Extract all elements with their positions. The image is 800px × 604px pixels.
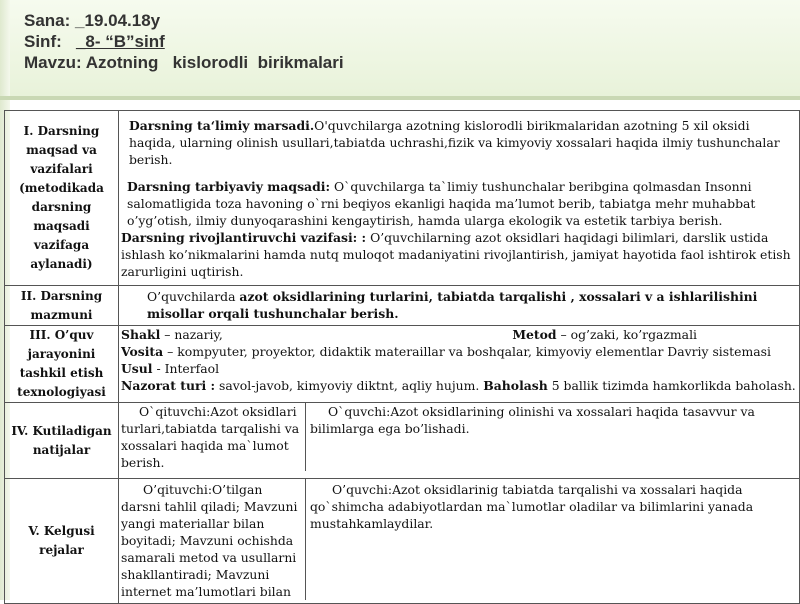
nazorat-text: savol-javob, kimyoviy diktnt, aqliy hujum. bbox=[215, 378, 484, 393]
development-goal-title: Darsning rivojlantiruvchi vazifasi: : bbox=[121, 230, 367, 245]
metod-text: – og’zaki, ko’rgazmali bbox=[556, 327, 697, 342]
content-lead: O’quvchilarda bbox=[147, 289, 240, 304]
results-student-text: O`quvchi:Azot oksidlarining olinishi va xossalari haqida tasavvur va bilimlarga ega bo’lishadi. bbox=[310, 404, 755, 436]
class-label: Sinf: bbox=[24, 32, 62, 51]
edu-goal-text: O'quvchilarga azotning kislorodli birikmalaridan azotning 5 xil oksidi haqida, ularning olinish usullari,tabiatda uchrashi,fizik va kimyoviy xossalari haqida ilmiy tushunchalar berish. bbox=[129, 118, 780, 167]
table-row bbox=[5, 286, 800, 326]
shakl-metod-line bbox=[121, 326, 797, 343]
edu-goal bbox=[121, 117, 797, 168]
date-line bbox=[24, 10, 344, 31]
row-label-plans: V. Kelgusi rejalar bbox=[5, 479, 119, 604]
table-row bbox=[5, 326, 800, 403]
metod-item bbox=[512, 326, 697, 343]
row-label-content: II. Darsning mazmuni bbox=[5, 286, 119, 326]
baholash-text: 5 ballik tizimda hamkorlikda baholash. bbox=[547, 378, 796, 393]
usul-text: - Interfaol bbox=[152, 361, 220, 376]
plans-teacher-text: O’qituvchi:O’tilgan darsni tahlil qiladi; Mavzuni yangi materiallar bilan boyitadi; Mavzuni ochishda samarali metod va usullarni shakllantiradi; Mavzuni internet ma’lumotlari bilan bbox=[121, 482, 298, 599]
class-line bbox=[24, 31, 344, 52]
usul-title: Usul bbox=[121, 361, 153, 376]
upbringing-goal-title: Darsning tarbiyaviy maqsadi: bbox=[127, 179, 331, 194]
content-cell bbox=[119, 286, 800, 326]
table-row bbox=[5, 403, 800, 479]
development-goal-text: O’quvchilarning azot oksidlari haqidagi bilimlari, darslik ustida ishlash ko’nikmalarini hamda nutq muloqot madaniyatini rivojlantirish, jamiyat hayotida faol ishtirok etish zarurligini uqtirish. bbox=[121, 230, 791, 279]
upbringing-goal bbox=[121, 178, 797, 229]
results-teacher-text: O`qituvchi:Azot oksidlari turlari,tabiatda tarqalishi va xossalari haqida ma`lumot berish. bbox=[121, 404, 300, 470]
content-bold: azot oksidlarining turlarini, tabiatda tarqalishi , xossalari v a ishlarilishini misollar orqali tushunchalar berish. bbox=[147, 289, 758, 321]
edu-goal-title: Darsning ta‘limiy marsadi. bbox=[129, 118, 315, 133]
results-cell bbox=[119, 403, 800, 479]
nazorat-title: Nazorat turi : bbox=[121, 378, 216, 393]
row-label-goals: I. Darsning maqsad va vazifalari (metodikada darsning maqsadi vazifaga aylanadi) bbox=[5, 111, 119, 286]
baholash-title: Baholash bbox=[483, 378, 548, 393]
usul-line bbox=[121, 360, 797, 377]
plans-student-text: O’quvchi:Azot oksidlarinig tabiatda tarqalishi va xossalari haqida qo`shimcha adabiyotlardan ma`lumotlar oladilar va bilimlarini yanada mustahkamlaydilar. bbox=[310, 482, 754, 531]
class-value: _8- “B”sinf bbox=[75, 32, 165, 51]
topic-label: Mavzu: bbox=[24, 53, 82, 72]
lesson-plan-table bbox=[4, 110, 800, 604]
vosita-text: – kompyuter, proyektor, didaktik materaillar va boshqalar, kimyoviy elementlar Davriy sistemasi bbox=[163, 344, 771, 359]
results-teacher bbox=[119, 403, 306, 471]
row-label-results: IV. Kutiladigan natijalar bbox=[5, 403, 119, 479]
development-goal bbox=[121, 229, 797, 280]
table-row bbox=[5, 111, 800, 286]
shakl-item bbox=[121, 326, 223, 343]
plans-cell bbox=[119, 479, 800, 604]
header-divider bbox=[0, 96, 800, 100]
table-row bbox=[5, 479, 800, 604]
plans-student bbox=[306, 479, 799, 600]
content-text bbox=[121, 288, 797, 322]
technology-cell bbox=[119, 326, 800, 403]
vosita-line bbox=[121, 343, 797, 360]
lesson-header bbox=[24, 10, 344, 73]
metod-title: Metod bbox=[512, 327, 557, 342]
nazorat-line bbox=[121, 377, 797, 394]
vosita-title: Vosita bbox=[121, 344, 164, 359]
topic-value: Azotning kislorodli birikmalari bbox=[85, 53, 344, 72]
shakl-title: Shakl bbox=[121, 327, 161, 342]
topic-line bbox=[24, 52, 344, 73]
date-label: Sana: bbox=[24, 11, 71, 30]
results-student bbox=[306, 403, 799, 471]
row-label-technology: III. O’quv jarayonini tashkil etish texnologiyasi bbox=[5, 326, 119, 403]
date-value: _19.04.18y bbox=[75, 11, 161, 30]
upbringing-goal-text: O`quvchilarga ta`limiy tushunchalar beribgina qolmasdan Insonni salomatligida toza havoning o`rni beqiyos ekanligi haqida ma’lumot berib, tabiatga mehr muhabbat o’yg’otish, ilmiy dunyoqarashini kengaytirish, hamda ularga ekologik va estetik tarbiya berish. bbox=[127, 179, 756, 228]
plans-teacher bbox=[119, 479, 306, 600]
shakl-text: – nazariy, bbox=[160, 327, 223, 342]
goals-cell bbox=[119, 111, 800, 286]
